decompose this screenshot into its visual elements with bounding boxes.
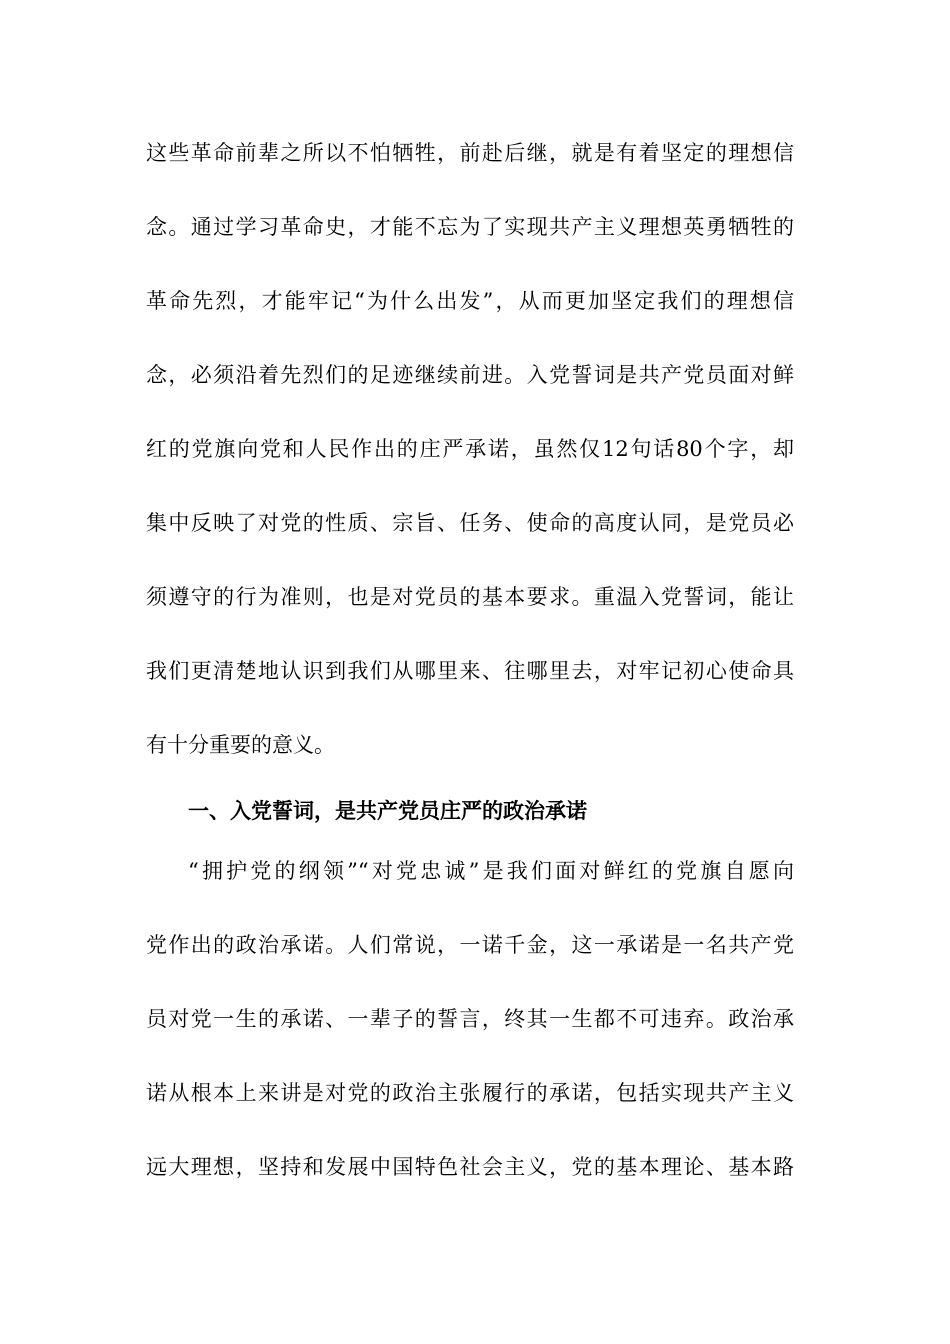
paragraph-2-line-4: 诺从根本上来讲是对党的政治主张履行的承诺，包括实现共产主义 — [146, 1081, 794, 1105]
paragraph-1-line-8: 我们更清楚地认识到我们从哪里来、往哪里去，对牢记初心使命具 — [146, 659, 794, 683]
paragraph-1-line-3: 革命先烈，才能牢记“为什么出发”，从而更加坚定我们的理想信 — [146, 289, 794, 313]
paragraph-1-line-5: 红的党旗向党和人民作出的庄严承诺，虽然仅12句话80个字，却 — [146, 437, 794, 461]
paragraph-1-line-1: 这些革命前辈之所以不怕牺牲，前赴后继，就是有着坚定的理想信 — [146, 141, 794, 165]
paragraph-1-line-4: 念，必须沿着先烈们的足迹继续前进。入党誓词是共产党员面对鲜 — [146, 363, 794, 387]
paragraph-1-line-9: 有十分重要的意义。 — [146, 733, 335, 757]
paragraph-2-line-2: 党作出的政治承诺。人们常说，一诺千金，这一承诺是一名共产党 — [146, 933, 794, 957]
paragraph-1-line-2: 念。通过学习革命史，才能不忘为了实现共产主义理想英勇牺牲的 — [146, 215, 794, 239]
paragraph-1-line-7: 须遵守的行为准则，也是对党员的基本要求。重温入党誓词，能让 — [146, 585, 794, 609]
paragraph-1-line-6: 集中反映了对党的性质、宗旨、任务、使命的高度认同，是党员必 — [146, 511, 794, 535]
section-heading: 一、入党誓词，是共产党员庄严的政治承诺 — [188, 798, 587, 823]
paragraph-2-line-5: 远大理想，坚持和发展中国特色社会主义，党的基本理论、基本路 — [146, 1155, 794, 1179]
paragraph-2-line-3: 员对党一生的承诺、一辈子的誓言，终其一生都不可违弃。政治承 — [146, 1007, 794, 1031]
paragraph-2-line-1: “拥护党的纲领”“对党忠诚”是我们面对鲜红的党旗自愿向 — [188, 859, 794, 883]
